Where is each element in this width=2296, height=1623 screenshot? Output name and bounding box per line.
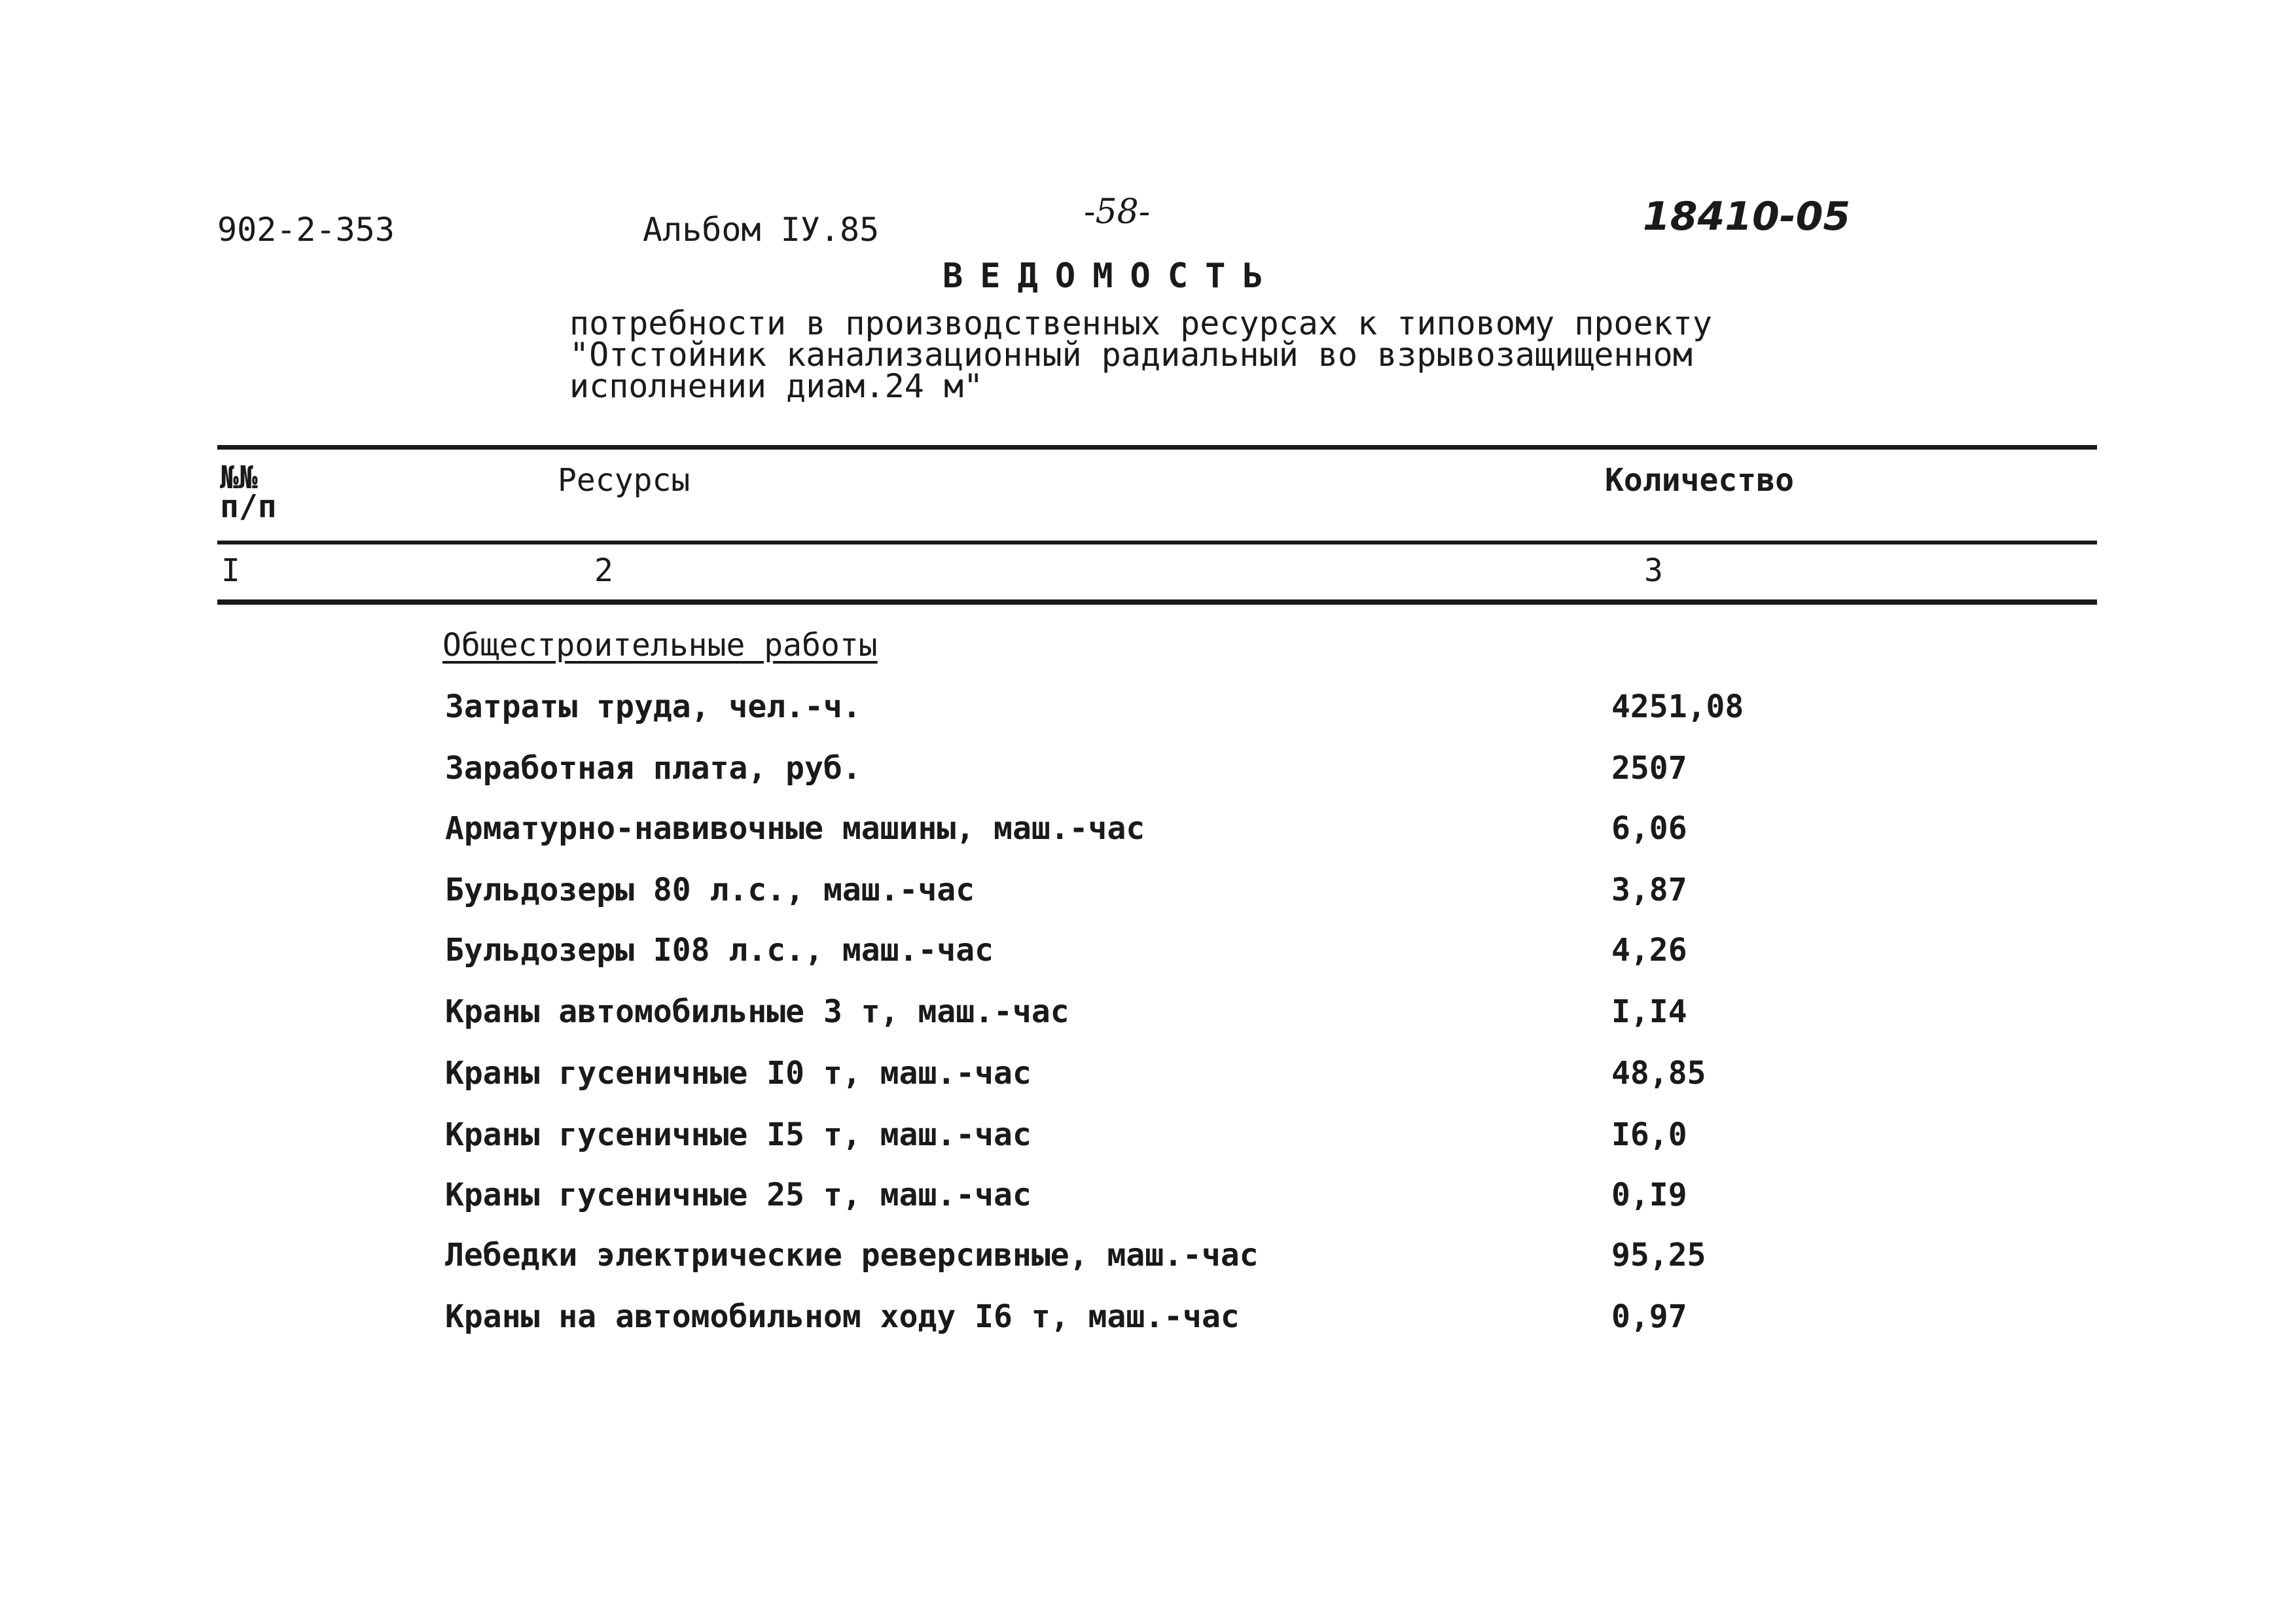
- table-row-value: 48,85: [1611, 1055, 1706, 1092]
- table-row-value: 4251,08: [1611, 688, 1744, 725]
- table-row-label: Лебедки электрические реверсивные, маш.-час: [445, 1237, 1259, 1274]
- column-numbers-rule: [217, 599, 2097, 605]
- table-row-value: I,I4: [1611, 993, 1687, 1030]
- table-row-label: Бульдозеры I08 л.с., маш.-час: [445, 932, 994, 969]
- album-label: Альбом IУ.85: [643, 211, 880, 249]
- table-row-value: 0,I9: [1611, 1177, 1687, 1213]
- table-top-rule: [217, 445, 2097, 450]
- page-number: -58-: [1084, 192, 1151, 232]
- table-row-label: Арматурно-навивочные машины, маш.-час: [445, 810, 1145, 847]
- table-row-value: 3,87: [1611, 872, 1687, 908]
- table-row-value: 6,06: [1611, 810, 1687, 847]
- document-title: ВЕДОМОСТЬ: [942, 257, 1280, 296]
- document-subtitle: потребности в производственных ресурсах к типовому проекту "Отстойник канализационный радиальный во взрывозащищенном исполнении диам.24 м": [569, 304, 1712, 405]
- table-row-label: Затраты труда, чел.-ч.: [445, 688, 861, 725]
- column-number-1: I: [221, 552, 240, 589]
- table-row-value: I6,0: [1611, 1116, 1687, 1153]
- column-number-2: 2: [594, 552, 613, 589]
- table-row-label: Краны автомобильные 3 т, маш.-час: [445, 993, 1069, 1030]
- header-bottom-rule: [217, 541, 2097, 544]
- section-heading: Общестроительные работы: [442, 627, 878, 664]
- header-quantity: Количество: [1605, 462, 1794, 499]
- table-row-label: Бульдозеры 80 л.с., маш.-час: [445, 872, 975, 908]
- table-row-label: Краны гусеничные 25 т, маш.-час: [445, 1177, 1031, 1213]
- table-row-label: Заработная плата, руб.: [445, 750, 861, 787]
- table-row-value: 0,97: [1611, 1298, 1687, 1335]
- table-row-label: Краны гусеничные I0 т, маш.-час: [445, 1055, 1031, 1092]
- table-row-label: Краны на автомобильном ходу I6 т, маш.-час: [445, 1298, 1240, 1335]
- table-row-value: 95,25: [1611, 1237, 1706, 1274]
- header-row-number: №№ п/п: [220, 459, 277, 525]
- table-row-label: Краны гусеничные I5 т, маш.-час: [445, 1116, 1031, 1153]
- header-resource: Ресурсы: [558, 462, 691, 499]
- table-row-value: 4,26: [1611, 932, 1687, 969]
- project-code: 902-2-353: [217, 211, 395, 249]
- document-number: 18410-05: [1643, 194, 1851, 240]
- table-row-value: 2507: [1611, 750, 1687, 787]
- column-number-3: 3: [1644, 552, 1663, 589]
